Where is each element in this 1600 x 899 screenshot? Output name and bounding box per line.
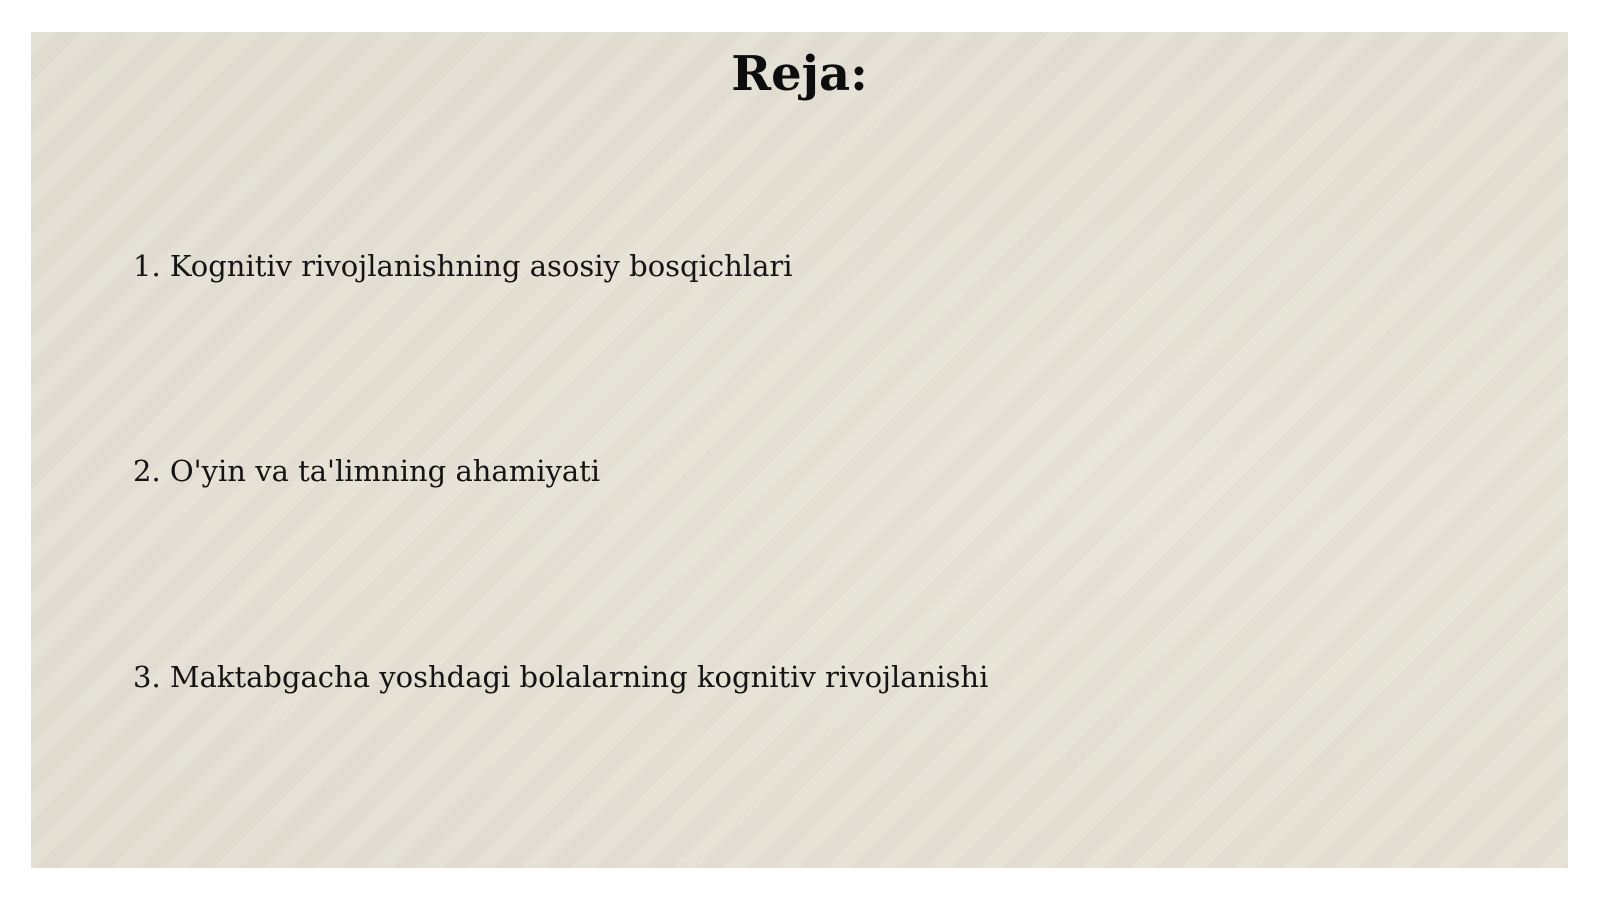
slide-title: Reja:	[731, 46, 868, 102]
plan-item-3: 3. Maktabgacha yoshdagi bolalarning kognitiv rivojlanishi	[133, 660, 989, 694]
plan-item-2: 2. O'yin va ta'limning ahamiyati	[133, 454, 601, 488]
plan-item-1: 1. Kognitiv rivojlanishning asosiy bosqichlari	[133, 249, 793, 283]
slide	[31, 32, 1568, 868]
